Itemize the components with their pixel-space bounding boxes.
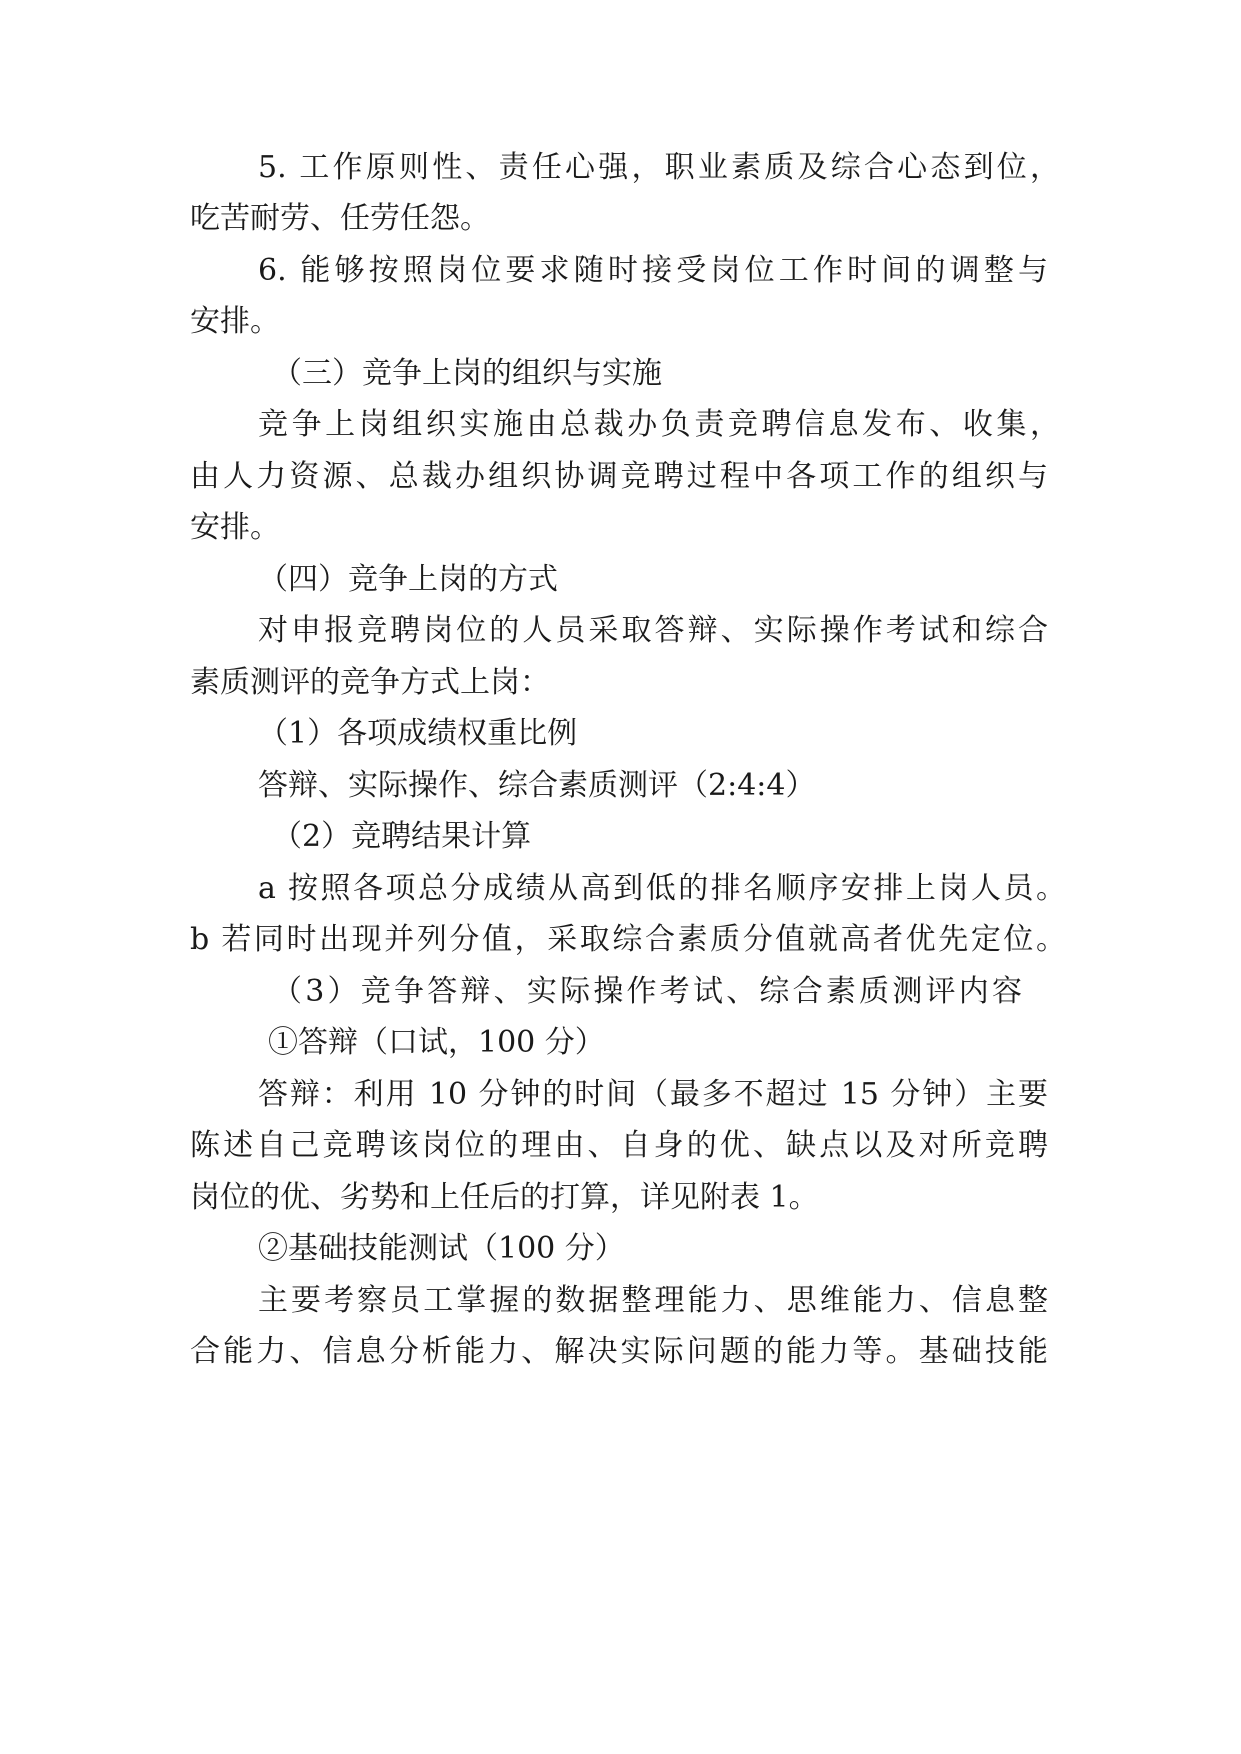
text-line: 吃苦耐劳、任劳任怨。 — [190, 201, 490, 236]
item-heading: ①答辩（口试，100 分） — [268, 1025, 605, 1060]
text-line: 答辩：利用 10 分钟的时间（最多不超过 15 分钟）主要 — [258, 1077, 1048, 1112]
section-heading: （四）竞争上岗的方式 — [258, 562, 558, 597]
section-heading: （三）竞争上岗的组织与实施 — [272, 356, 662, 391]
text-line: a 按照各项总分成绩从高到低的排名顺序安排上岗人员。 — [258, 871, 1066, 906]
text-line: b 若同时出现并列分值，采取综合素质分值就高者优先定位。 — [190, 922, 1066, 957]
text-line: 陈述自己竞聘该岗位的理由、自身的优、缺点以及对所竞聘 — [190, 1128, 1048, 1163]
text-line: 岗位的优、劣势和上任后的打算，详见附表 1。 — [190, 1180, 819, 1215]
text-line: 竞争上岗组织实施由总裁办负责竞聘信息发布、收集， — [258, 407, 1060, 442]
item-heading: ②基础技能测试（100 分） — [258, 1231, 625, 1266]
text-line: 主要考察员工掌握的数据整理能力、思维能力、信息整 — [258, 1283, 1048, 1318]
text-line: 对申报竞聘岗位的人员采取答辩、实际操作考试和综合 — [258, 613, 1048, 648]
subsection-heading: （1）各项成绩权重比例 — [258, 716, 578, 751]
text-line: 由人力资源、总裁办组织协调竞聘过程中各项工作的组织与 — [190, 459, 1048, 494]
subsection-heading: （2）竞聘结果计算 — [272, 819, 532, 854]
subsection-heading: （3）竞争答辩、实际操作考试、综合素质测评内容 — [272, 974, 1022, 1009]
text-line: 素质测评的竞争方式上岗： — [190, 665, 550, 700]
text-line: 6. 能够按照岗位要求随时接受岗位工作时间的调整与 — [258, 253, 1048, 288]
text-line: 安排。 — [190, 510, 280, 545]
text-line: 答辩、实际操作、综合素质测评（2:4:4） — [258, 768, 816, 803]
text-line: 5. 工作原则性、责任心强，职业素质及综合心态到位， — [258, 150, 1060, 185]
text-line: 合能力、信息分析能力、解决实际问题的能力等。基础技能 — [190, 1334, 1048, 1369]
text-line: 安排。 — [190, 304, 280, 339]
